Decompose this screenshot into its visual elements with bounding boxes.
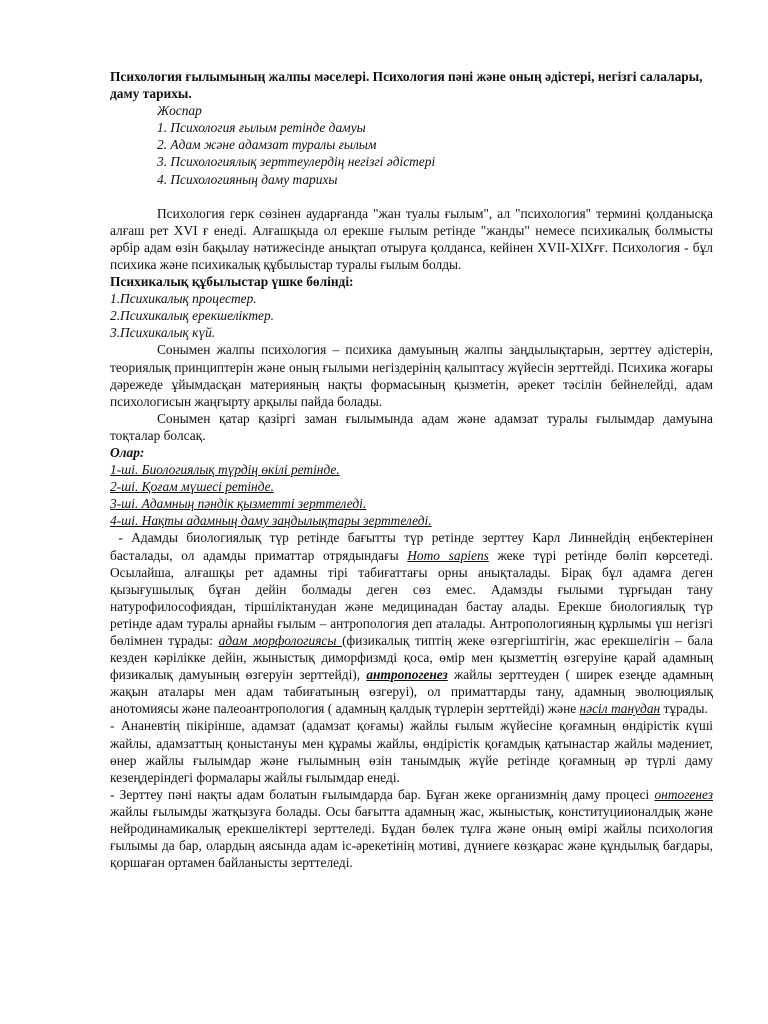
phenomena-item: 3.Психикалық күй. [110,325,216,341]
plan-item: 1. Психология ғылым ретінде дамуы [157,120,366,136]
linney-text: жайлы зерттеуден ( ширек езеңде адамның жақын аталары мен адам табиғатының өзгеруі), ол приматтарды тану, адамның эволюциялық анотомиясы және палеоантропология ( адамның қалдық түрлерін зерттейді) және [110,667,713,717]
modern-science-paragraph: Сонымен қатар қазіргі заман ғылымында адам және адамзат туралы ғылымдар дамуына тоқталар болсақ. [110,410,713,443]
plan-item: 4. Психологияның даму тарихы [157,171,338,187]
linney-text: (физикалық типтің жеке өзгергіштігін, жас ерекшелігін – бала кезден кәрілікке дейін, жыныстық диморфизмді қоса, өмір мен қызметтің өзгеруіне қарай адамның физикалық дамуының өзгеруін зерттейді), [110,633,713,683]
plan-section [110,102,713,187]
general-psychology-paragraph: Сонымен жалпы психология – психика дамуының жалпы заңдылықтарын, зерттеу әдістерін, теориялық принциптерін және оның ғылыми негіздерінің қалыптасу жүйесін зерттейді. Психика жоғары дәрежеде ұйымдасқан материяның нақты формасының қызметін, әрекет тәсілін бейнелейді, адам психологисын жаңғырту арқылы пайда болады. [110,342,713,409]
blank-line [110,188,713,205]
olar-item: 3-ші. Адамның пәндік қызметті зерттеледі. [110,496,367,512]
term-morphology: адам морфологиясы [218,633,343,648]
plan-heading: Жоспар [157,103,202,119]
document-title: Психология ғылымының жалпы мәселері. Психология пәні және оның әдістері, негізгі салалары, даму тарихы. [110,69,703,102]
intro-paragraph: Психология герк сөзінен аударғанда "жан туалы ғылым", ал "психология" термині қолданысқа алғаш рет XVI ғ енеді. Алғашқыда ол ерекше ғылым ретінде "жанды" немесе психикалық болмысты әрбір адам өзін бақылау нәтижесінде анықтап отыруға қолданса, кейінен XVII-XIXғғ. Психология - бұл психика және психикалық құбылыстар туралы ғылым болды. [110,205,713,272]
plan-item: 3. Психологиялық зерттеулердің негізгі әдістері [157,154,436,170]
term-anthropogenesis: антропогенез [366,667,448,683]
olar-item: 1-ші. Биологиялық түрдің өкілі ретінде. [110,462,340,478]
term-ontogenesis: онтогенез [654,786,713,802]
linney-text: - Адамды биологиялық түр ретінде бағытты түр ретінде зерттеу Карл Линнейдің еңбектерінен басталады, ол адамды приматтар отрядындағы [110,530,713,563]
onto-text: - Зерттеу пәні нақты адам болатын ғылымдарда бар. Бұған жеке организмнің даму процесі [110,786,655,802]
linney-text: жеке түрі ретінде бөліп көрсетеді. Осылайша, алғашқы рет адамны тірі табиғаттағы орны анықталады. Бірақ бұл адамға деген қызығушылық бұған дейін болмады деген сөз емес. Адамзды ғылыми тұрғыдан тану натурофилософиядан, тіршіліктанудан және медицинадан бастау алады. Ерекше биологиялық түр ретінде адам туралы арнайы ғылым – антропология деп аталады. Антропологияның құрлымы үш негізгі бөлімнен тұрады: [110,547,713,648]
term-homo-sapiens: Homo sapiens [407,547,489,563]
linney-text: тұрады. [660,701,708,717]
olar-item: 2-ші. Қоғам мүшесі ретінде. [110,479,274,495]
term-race-science: нәсіл танудан [579,701,661,717]
phenomena-item: 1.Психикалық процестер. [110,291,257,307]
olar-heading: Олар: [110,444,145,460]
phenomena-heading: Психикалық құбылыстар үшке бөлінді: [110,274,354,290]
plan-item: 2. Адам және адамзат туралы ғылым [157,137,377,153]
ontogenesis-paragraph [110,786,713,871]
document-page [110,68,713,871]
linney-paragraph [110,529,713,717]
onto-text: жайлы ғылымды жатқызуға болады. Осы бағытта адамның жас, жыныстық, конституциионалдық және нейродинамикалық ерекшеліктері зерттеледі. Бұдан бөлек тұлға және оның өмірі жайлы психология ғылымы да бар, олардың аясында адам іс-әрекетінің мотиві, дүниеге көзқарас және құндылық бағдары, қоршаған ортамен байланысты зерттеледі. [110,803,713,871]
ananev-paragraph: - Ананевтің пікірінше, адамзат (адамзат қоғамы) жайлы ғылым жүйесіне қоғамның өндірістік күші жайлы, адамзаттың қоныстануы мен құрамы жайлы, өндірістік қоғамдық қатынастар жайлы мәдениет, өнер жайлы ғылымдар және ғылымның өзін танымдық жүйе ретінде қоғамның әр түрлі даму кезеңдеріндегі формалары жайлы ғылымдар енеді. [110,718,713,785]
olar-item: 4-ші. Нақты адамның даму заңдылықтары зерттеледі. [110,513,432,529]
phenomena-item: 2.Психикалық ерекшеліктер. [110,308,275,324]
